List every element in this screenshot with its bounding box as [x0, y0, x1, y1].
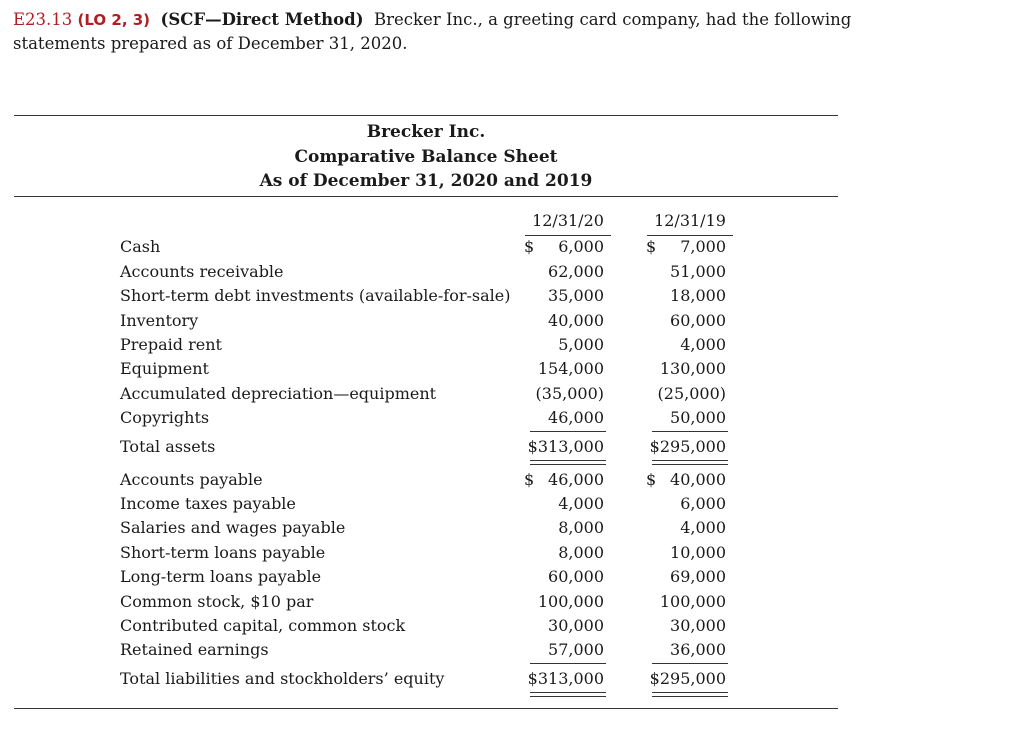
- amount-value: 30,000: [670, 616, 726, 635]
- amount-cell: [646, 260, 726, 284]
- amount-value: 46,000: [548, 470, 604, 489]
- table-row: [0, 235, 840, 259]
- exercise-heading: [13, 8, 1013, 56]
- amount-value: 100,000: [537, 592, 604, 611]
- table-row: [0, 565, 840, 589]
- table-row: [0, 406, 840, 430]
- amount-cell: [524, 284, 604, 308]
- subtotal-underline: [530, 663, 606, 664]
- row-label: Long-term loans payable: [120, 567, 322, 586]
- amount-value: 18,000: [670, 286, 726, 305]
- table-row: [0, 357, 840, 381]
- exercise-intro-1: Brecker Inc., a greeting card company, had the following: [374, 10, 852, 29]
- row-label: Contributed capital, common stock: [120, 616, 406, 635]
- amount-cell: [646, 614, 726, 638]
- exercise-intro-2: statements prepared as of December 31, 2020.: [13, 34, 408, 53]
- table-row: [0, 614, 840, 638]
- amount-value: $295,000: [649, 669, 726, 688]
- amount-value: 40,000: [670, 470, 726, 489]
- amount-cell: [646, 541, 726, 565]
- amount-value: 8,000: [558, 543, 604, 562]
- row-label: Cash: [120, 237, 161, 256]
- table-row: [0, 435, 840, 459]
- amount-cell: [646, 284, 726, 308]
- amount-value: 60,000: [548, 567, 604, 586]
- exercise-lo: (LO 2, 3): [77, 11, 151, 29]
- amount-value: 154,000: [537, 359, 604, 378]
- amount-value: 5,000: [558, 335, 604, 354]
- subtotal-underline: [530, 431, 606, 432]
- amount-cell: [524, 516, 604, 540]
- amount-value: 7,000: [680, 237, 726, 256]
- currency-symbol: $: [524, 237, 535, 256]
- amount-cell: [524, 541, 604, 565]
- amount-cell: [524, 309, 604, 333]
- amount-cell: [646, 468, 726, 492]
- total-double-underline: [530, 460, 606, 465]
- bottom-rule: [14, 708, 838, 709]
- amount-value: 50,000: [670, 408, 726, 427]
- row-label: Total assets: [120, 437, 216, 456]
- amount-value: $313,000: [527, 437, 604, 456]
- currency-symbol: $: [646, 470, 657, 489]
- column-header-2019: [645, 210, 735, 232]
- amount-cell: [524, 492, 604, 516]
- amount-cell: [524, 667, 604, 691]
- row-label: Retained earnings: [120, 640, 269, 659]
- amount-cell: [646, 667, 726, 691]
- exercise-title: (SCF—Direct Method): [160, 10, 364, 29]
- amount-cell: [524, 590, 604, 614]
- amount-cell: [524, 382, 604, 406]
- amount-value: 69,000: [670, 567, 726, 586]
- amount-cell: [646, 382, 726, 406]
- amount-cell: [524, 614, 604, 638]
- column-header-2020: [523, 210, 613, 232]
- table-row: [0, 638, 840, 662]
- amount-cell: [524, 260, 604, 284]
- table-row: [0, 309, 840, 333]
- amount-cell: [646, 590, 726, 614]
- row-label: Prepaid rent: [120, 335, 222, 354]
- statement-name: Comparative Balance Sheet: [294, 146, 558, 167]
- amount-cell: [646, 333, 726, 357]
- amount-value: 6,000: [558, 237, 604, 256]
- amount-value: (25,000): [657, 384, 726, 403]
- table-row: [0, 492, 840, 516]
- exercise-number: E23.13: [13, 10, 73, 29]
- subtotal-underline: [652, 431, 728, 432]
- row-label: Inventory: [120, 311, 199, 330]
- table-row: [0, 382, 840, 406]
- amount-cell: [646, 492, 726, 516]
- amount-value: 57,000: [548, 640, 604, 659]
- row-label: Salaries and wages payable: [120, 518, 346, 537]
- row-label: Accounts receivable: [120, 262, 284, 281]
- amount-cell: [524, 468, 604, 492]
- header-rule: [14, 196, 838, 197]
- amount-value: 4,000: [680, 518, 726, 537]
- statement-date: As of December 31, 2020 and 2019: [259, 171, 593, 191]
- amount-cell: [524, 435, 604, 459]
- amount-cell: [646, 565, 726, 589]
- table-row: [0, 541, 840, 565]
- company-name: Brecker Inc.: [366, 122, 486, 142]
- amount-cell: [646, 435, 726, 459]
- amount-value: 130,000: [659, 359, 726, 378]
- row-label: Total liabilities and stockholders’ equity: [120, 669, 445, 688]
- table-row: [0, 260, 840, 284]
- amount-cell: [524, 357, 604, 381]
- table-row: [0, 468, 840, 492]
- subtotal-underline: [652, 663, 728, 664]
- table-row: [0, 516, 840, 540]
- amount-value: 62,000: [548, 262, 604, 281]
- row-label: Common stock, $10 par: [120, 592, 314, 611]
- table-row: [0, 284, 840, 308]
- amount-cell: [524, 406, 604, 430]
- total-double-underline: [652, 460, 728, 465]
- amount-value: (35,000): [535, 384, 604, 403]
- top-rule: [14, 115, 838, 116]
- amount-value: 30,000: [548, 616, 604, 635]
- sheet-title: [14, 120, 838, 194]
- amount-cell: [646, 406, 726, 430]
- amount-value: $295,000: [649, 437, 726, 456]
- amount-cell: [646, 235, 726, 259]
- currency-symbol: $: [524, 470, 535, 489]
- row-label: Short-term loans payable: [120, 543, 326, 562]
- column-header-2019-label: 12/31/19: [654, 211, 726, 230]
- amount-cell: [524, 333, 604, 357]
- amount-cell: [524, 638, 604, 662]
- amount-value: 8,000: [558, 518, 604, 537]
- amount-value: 100,000: [659, 592, 726, 611]
- amount-value: 40,000: [548, 311, 604, 330]
- row-label: Short-term debt investments (available-for-sale): [120, 286, 511, 305]
- table-row: [0, 333, 840, 357]
- amount-value: 36,000: [670, 640, 726, 659]
- amount-value: 4,000: [558, 494, 604, 513]
- amount-value: 46,000: [548, 408, 604, 427]
- amount-cell: [646, 309, 726, 333]
- table-row: [0, 667, 840, 691]
- amount-value: 10,000: [670, 543, 726, 562]
- row-label: Copyrights: [120, 408, 210, 427]
- amount-value: 51,000: [670, 262, 726, 281]
- amount-value: 60,000: [670, 311, 726, 330]
- row-label: Accumulated depreciation—equipment: [120, 384, 437, 403]
- column-header-2020-label: 12/31/20: [532, 211, 604, 230]
- amount-value: 35,000: [548, 286, 604, 305]
- row-label: Accounts payable: [120, 470, 263, 489]
- amount-cell: [646, 516, 726, 540]
- table-row: [0, 590, 840, 614]
- row-label: Equipment: [120, 359, 209, 378]
- total-double-underline: [652, 692, 728, 697]
- amount-cell: [524, 235, 604, 259]
- amount-value: $313,000: [527, 669, 604, 688]
- amount-cell: [646, 638, 726, 662]
- amount-cell: [646, 357, 726, 381]
- row-label: Income taxes payable: [120, 494, 296, 513]
- amount-value: 4,000: [680, 335, 726, 354]
- total-double-underline: [530, 692, 606, 697]
- currency-symbol: $: [646, 237, 657, 256]
- amount-value: 6,000: [680, 494, 726, 513]
- amount-cell: [524, 565, 604, 589]
